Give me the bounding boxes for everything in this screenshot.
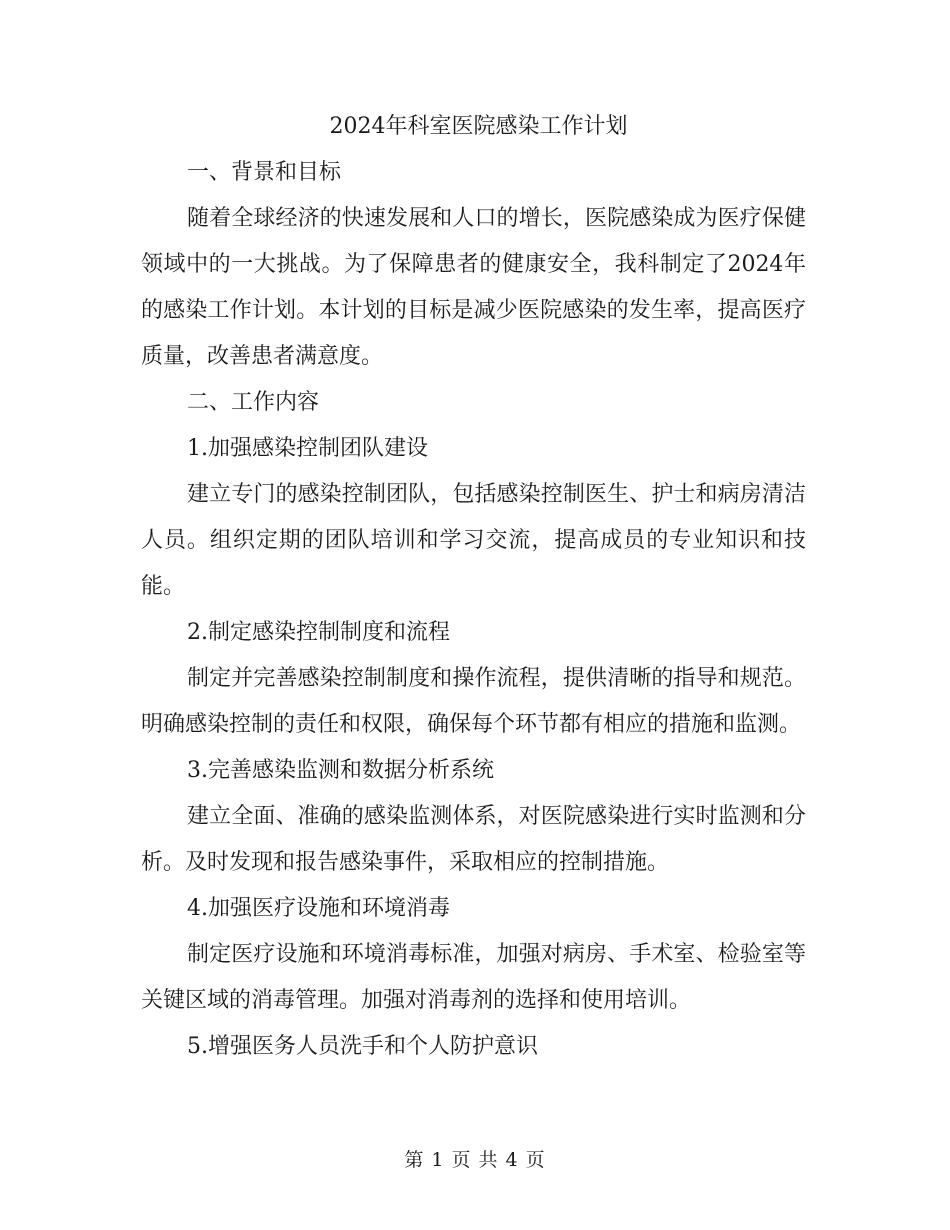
document-body — [141, 104, 806, 1070]
item-paragraph-4: 制定医疗设施和环境消毒标准，加强对病房、手术室、检验室等关键区域的消毒管理。加强对消毒剂的选择和使用培训。 — [141, 942, 806, 1013]
page-footer: 第 1 页 共 4 页 — [404, 1149, 546, 1171]
item-heading-1: 1.加强感染控制团队建设 — [187, 436, 428, 461]
section-heading-background: 一、背景和目标 — [187, 160, 342, 185]
section-heading-work-content: 二、工作内容 — [187, 390, 320, 415]
item-heading-4: 4.加强医疗设施和环境消毒 — [187, 896, 450, 921]
document-title: 2024年科室医院感染工作计划 — [329, 114, 628, 139]
item-paragraph-3: 建立全面、准确的感染监测体系，对医院感染进行实时监测和分析。及时发现和报告感染事件，采取相应的控制措施。 — [141, 804, 806, 875]
item-heading-3: 3.完善感染监测和数据分析系统 — [187, 758, 494, 783]
item-paragraph-2: 制定并完善感染控制制度和操作流程，提供清晰的指导和规范。明确感染控制的责任和权限，确保每个环节都有相应的措施和监测。 — [141, 666, 806, 737]
paragraph-background: 随着全球经济的快速发展和人口的增长，医院感染成为医疗保健领域中的一大挑战。为了保障患者的健康安全，我科制定了2024年的感染工作计划。本计划的目标是减少医院感染的发生率，提高医疗质量，改善患者满意度。 — [141, 206, 806, 369]
item-heading-5: 5.增强医务人员洗手和个人防护意识 — [187, 1034, 538, 1059]
item-heading-2: 2.制定感染控制制度和流程 — [187, 620, 450, 645]
item-paragraph-1: 建立专门的感染控制团队，包括感染控制医生、护士和病房清洁人员。组织定期的团队培训和学习交流，提高成员的专业知识和技能。 — [141, 482, 806, 599]
